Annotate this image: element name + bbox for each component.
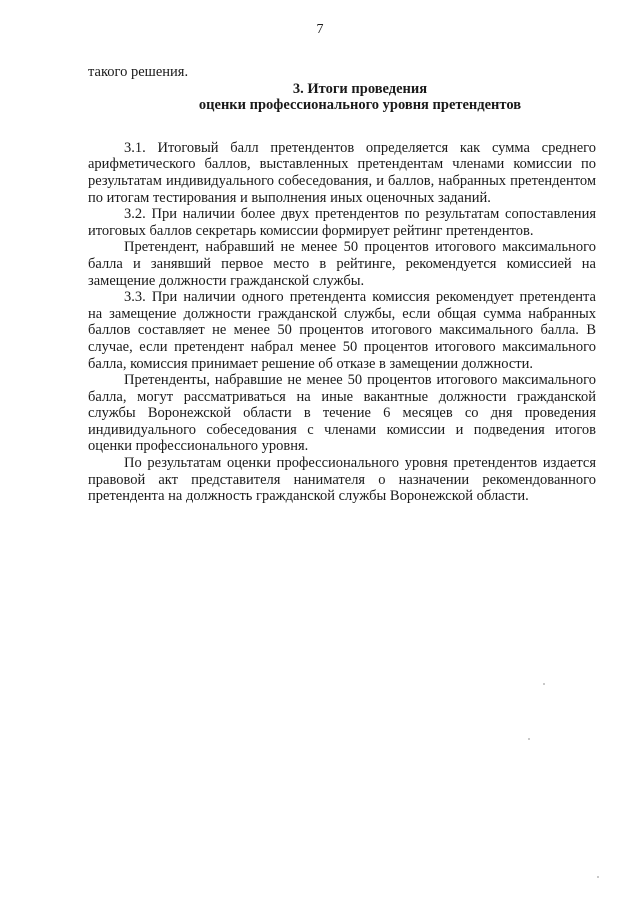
- scan-speck: [597, 876, 599, 878]
- continuation-text: такого решения.: [88, 64, 189, 80]
- paragraph-final: По результатам оценки профессионального уровня претендентов издается правовой акт представителя нанимателя о назначении рекомендованного претендента на должность гражданской службы Воронежской области.: [88, 455, 596, 505]
- paragraph-3-3-continued: Претенденты, набравшие не менее 50 процентов итогового максимального балла, могут рассматриваться на иные вакантные должности гражданской службы Воронежской области в течение 6 месяцев со дня проведения индивидуального собеседования с членами комиссии и подведения итогов оценки профессионального уровня.: [88, 372, 596, 455]
- section-heading: [88, 81, 596, 114]
- paragraph-3-3: 3.3. При наличии одного претендента комиссия рекомендует претендента на замещение должности гражданской службы, если общая сумма набранных баллов составляет не менее 50 процентов итогового максимального балла. В случае, если претендент набрал менее 50 процентов итогового максимального балла, комиссия принимает решение об отказе в замещении должности.: [88, 289, 596, 372]
- scan-speck: [528, 738, 530, 740]
- section-heading-line-2: оценки профессионального уровня претендентов: [198, 97, 522, 114]
- paragraph-3-1: 3.1. Итоговый балл претендентов определяется как сумма среднего арифметического баллов, выставленных претендентам членами комиссии по результатам индивидуального собеседования, и баллов, набранных претендентом по итогам тестирования и выполнения иных оценочных заданий.: [88, 139, 596, 206]
- paragraph-3-2-continued: Претендент, набравший не менее 50 процентов итогового максимального балла и занявший первое место в рейтинге, рекомендуется комиссией на замещение должности гражданской службы.: [88, 239, 596, 289]
- page-number: 7: [316, 22, 324, 37]
- paragraph-3-2: 3.2. При наличии более двух претендентов по результатам сопоставления итоговых баллов секретарь комиссии формирует рейтинг претендентов.: [88, 206, 596, 239]
- document-body: [88, 64, 596, 505]
- section-heading-line-1: 3. Итоги проведения: [292, 80, 428, 97]
- scan-speck: [543, 683, 545, 685]
